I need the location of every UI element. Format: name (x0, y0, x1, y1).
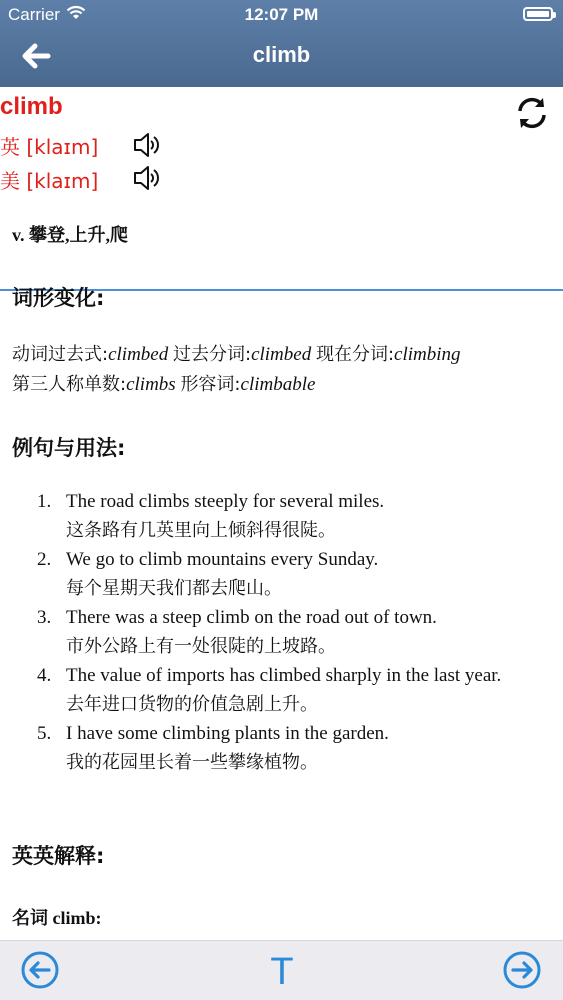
uk-pronunciation: 英 [klaɪm] (0, 135, 99, 159)
example-item (12, 488, 552, 546)
third-person-label: 第三人称单数: (12, 374, 127, 395)
example-item (12, 662, 552, 720)
example-english: The value of imports has climbed sharply in the last year. (66, 665, 502, 686)
adjective-label: 形容词: (180, 374, 241, 395)
adjective-value: climbable (240, 374, 316, 395)
example-chinese: 这条路有几英里向上倾斜得很陡。 (66, 520, 336, 541)
top-bar (0, 0, 563, 87)
prev-circle-icon (20, 950, 60, 990)
example-chinese: 市外公路上有一处很陡的上坡路。 (66, 636, 336, 657)
noun-heading (12, 904, 102, 930)
status-time: 12:07 PM (244, 5, 319, 24)
example-english: I have some climbing plants in the garden. (66, 723, 389, 744)
present-participle-value: climbing (394, 344, 461, 365)
example-item (12, 720, 552, 778)
refresh-button[interactable] (513, 94, 551, 132)
svg-text:T: T (270, 951, 294, 990)
speaker-icon (132, 130, 162, 160)
speaker-icon (132, 163, 162, 193)
past-value: climbed (108, 344, 169, 365)
forms-line-2 (12, 370, 461, 400)
font-icon (262, 950, 302, 990)
past-participle-label: 过去分词: (172, 344, 252, 365)
carrier-label: Carrier (8, 5, 60, 24)
example-item (12, 604, 552, 662)
word-forms (12, 340, 461, 400)
part-of-speech-definition: v. 攀登,上升,爬 (12, 225, 129, 245)
english-definition-heading: 英英解释: (12, 844, 105, 868)
font-size-button[interactable] (262, 950, 302, 990)
example-number: 3. (37, 607, 52, 628)
uk-speaker-button[interactable] (132, 130, 162, 160)
navigation-bar (0, 30, 563, 87)
noun-label: 名词 (12, 908, 48, 929)
word-header (0, 87, 563, 204)
status-bar (0, 0, 563, 30)
example-item (12, 546, 552, 604)
example-english: We go to climb mountains every Sunday. (66, 549, 379, 570)
past-label: 动词过去式: (12, 344, 109, 365)
forms-heading: 词形变化: (12, 286, 105, 310)
example-chinese: 每个星期天我们都去爬山。 (66, 578, 282, 599)
example-number: 1. (37, 491, 52, 512)
next-circle-icon (502, 950, 542, 990)
noun-word: climb: (52, 908, 102, 928)
example-number: 5. (37, 723, 52, 744)
next-word-button[interactable] (502, 950, 542, 990)
forms-line-1 (12, 340, 461, 370)
example-number: 2. (37, 549, 52, 570)
battery-icon (523, 7, 553, 21)
refresh-icon (513, 94, 551, 132)
examples-heading: 例句与用法: (12, 436, 126, 460)
previous-word-button[interactable] (20, 950, 60, 990)
us-speaker-button[interactable] (132, 163, 162, 193)
examples-list (12, 488, 552, 778)
example-number: 4. (37, 665, 52, 686)
example-chinese: 我的花园里长着一些攀缘植物。 (66, 752, 318, 773)
present-participle-label: 现在分词: (315, 344, 395, 365)
example-chinese: 去年进口货物的价值急剧上升。 (66, 694, 318, 715)
example-english: There was a steep climb on the road out of town. (66, 607, 437, 628)
example-english: The road climbs steeply for several miles. (66, 491, 385, 512)
third-person-value: climbs (126, 374, 176, 395)
nav-title: climb (252, 42, 311, 67)
us-pronunciation: 美 [klaɪm] (0, 169, 99, 193)
bottom-toolbar (0, 940, 563, 1000)
headword: climb (0, 93, 63, 120)
past-participle-value: climbed (251, 344, 312, 365)
